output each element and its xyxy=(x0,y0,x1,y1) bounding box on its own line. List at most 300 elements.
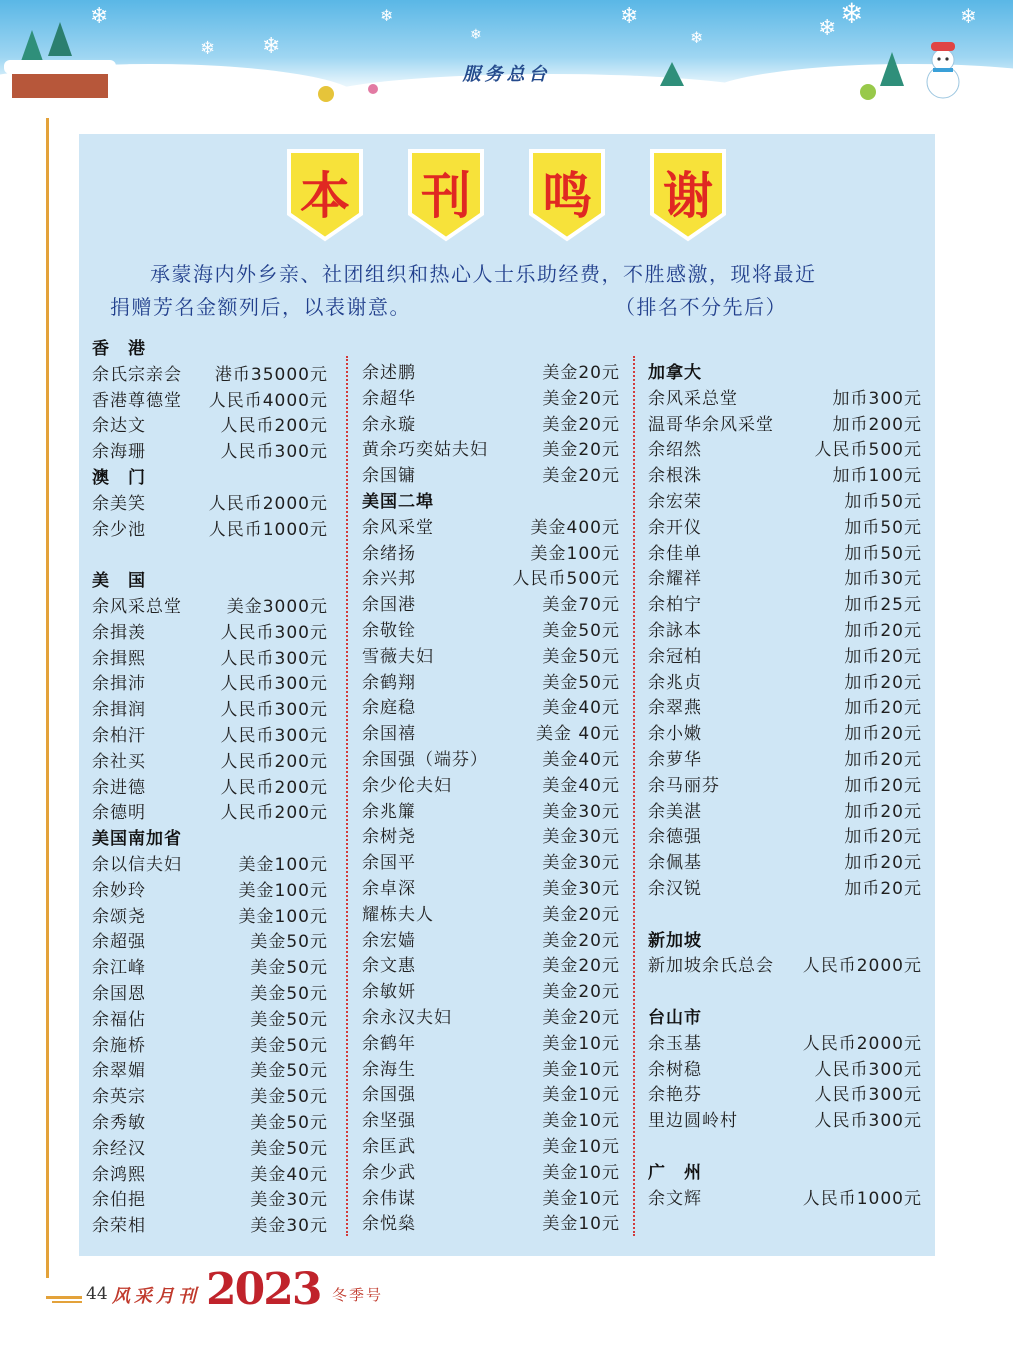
page-footer xyxy=(86,1264,486,1320)
donation-amount: 加币50元 xyxy=(844,543,922,564)
donor-name: 余海珊 xyxy=(92,442,146,463)
donor-row xyxy=(362,693,620,719)
donor-name: 余树尧 xyxy=(362,827,416,848)
donor-row xyxy=(92,1108,328,1134)
donor-name: 余翠燕 xyxy=(648,698,702,719)
donor-name: 余绍然 xyxy=(648,440,702,461)
donation-amount: 美金20元 xyxy=(542,363,620,383)
snowflake-icon: ❄ xyxy=(840,0,864,30)
donation-amount: 美金10元 xyxy=(542,1059,620,1080)
donor-name: 余江峰 xyxy=(92,958,146,979)
donor-name: 余佳单 xyxy=(648,543,702,564)
donor-row xyxy=(648,745,922,771)
donor-row xyxy=(92,386,328,412)
snowflake-icon: ❄ xyxy=(620,4,639,29)
donor-row xyxy=(648,719,922,745)
frame-line xyxy=(46,1296,82,1299)
donation-amount: 美金 40元 xyxy=(535,724,620,745)
donor-name: 余国强 xyxy=(362,1085,416,1106)
donor-row xyxy=(92,747,328,773)
donor-row xyxy=(648,539,922,565)
donor-row xyxy=(362,616,620,642)
donation-amount: 美金20元 xyxy=(542,904,620,925)
donation-amount: 美金40元 xyxy=(250,1164,328,1185)
donation-amount: 美金10元 xyxy=(542,1085,620,1106)
donor-row xyxy=(362,410,620,436)
donor-name: 余匡武 xyxy=(362,1137,416,1157)
donor-row xyxy=(648,564,922,590)
donor-row xyxy=(648,384,922,410)
donor-name: 余兆簾 xyxy=(362,801,416,822)
donor-name: 余海生 xyxy=(362,1059,416,1080)
donor-row xyxy=(92,1185,328,1211)
donor-name: 余永璇 xyxy=(362,414,416,435)
donor-row xyxy=(648,1184,922,1210)
donor-row xyxy=(362,1209,620,1235)
region-heading: 台山市 xyxy=(648,1008,702,1028)
donor-name: 余风采总堂 xyxy=(92,597,182,617)
ranking-note: （排名不分先后） xyxy=(615,295,787,319)
donation-amount: 美金30元 xyxy=(542,879,620,899)
donor-name: 余兆贞 xyxy=(648,672,702,693)
title-char: 本 xyxy=(300,167,350,225)
donation-amount: 美金50元 xyxy=(542,672,620,693)
donor-name: 余敏妍 xyxy=(362,982,416,1003)
donor-row xyxy=(92,1005,328,1031)
donation-amount: 美金10元 xyxy=(542,1137,620,1157)
donation-amount: 加币200元 xyxy=(832,414,922,435)
donation-amount: 人民币300元 xyxy=(220,726,328,746)
intro-text: 捐赠芳名金额列后，以表谢意。 xyxy=(110,295,411,319)
donation-amount: 加币50元 xyxy=(844,517,922,538)
donation-amount: 美金100元 xyxy=(238,855,328,875)
donor-name: 余美笑 xyxy=(92,493,146,514)
donor-row xyxy=(362,977,620,1003)
donor-row xyxy=(362,848,620,874)
donation-amount: 美金10元 xyxy=(542,1111,620,1132)
donor-row xyxy=(92,644,328,670)
donation-amount: 美金100元 xyxy=(530,543,620,564)
donation-amount: 人民币1000元 xyxy=(802,1188,922,1209)
donation-amount: 美金50元 xyxy=(542,621,620,641)
donation-amount: 美金10元 xyxy=(542,1033,620,1054)
donation-amount: 美金50元 xyxy=(250,1138,328,1159)
donor-name: 余少武 xyxy=(362,1162,416,1183)
title-badge xyxy=(407,148,485,242)
donor-row xyxy=(648,771,922,797)
donor-name: 耀栋夫人 xyxy=(362,904,434,925)
donation-amount: 美金10元 xyxy=(542,1188,620,1209)
donor-name: 余氏宗亲会 xyxy=(92,364,182,385)
donor-name: 余德明 xyxy=(92,803,146,824)
donor-row xyxy=(92,1031,328,1057)
column-divider xyxy=(633,356,635,1236)
snowflake-icon: ❄ xyxy=(960,4,977,28)
donor-row xyxy=(648,513,922,539)
donor-row xyxy=(648,693,922,719)
donor-row xyxy=(362,1029,620,1055)
donor-row xyxy=(648,487,922,513)
donor-row xyxy=(92,902,328,928)
donor-row xyxy=(362,1132,620,1158)
donor-row xyxy=(92,773,328,799)
donor-name: 余风采总堂 xyxy=(648,388,738,409)
donation-amount: 人民币500元 xyxy=(814,440,922,461)
donor-row xyxy=(92,489,328,515)
title-char: 谢 xyxy=(663,167,713,225)
donor-name: 余庭稳 xyxy=(362,698,416,719)
donor-row xyxy=(648,874,922,900)
donor-name: 余绪扬 xyxy=(362,543,416,564)
donor-row xyxy=(648,590,922,616)
donor-name: 余卓深 xyxy=(362,879,416,899)
donor-row xyxy=(362,435,620,461)
donor-row xyxy=(92,721,328,747)
donation-amount: 美金50元 xyxy=(250,932,328,953)
donor-row xyxy=(92,1056,328,1082)
donor-row xyxy=(92,669,328,695)
snowflake-icon: ❄ xyxy=(690,28,704,47)
donation-amount: 加币20元 xyxy=(844,672,922,693)
donor-name: 余进德 xyxy=(92,777,146,798)
donor-name: 余国港 xyxy=(362,595,416,616)
region-heading: 加拿大 xyxy=(648,363,702,383)
donor-row xyxy=(92,437,328,463)
donation-amount: 人民币200元 xyxy=(220,777,328,798)
donor-name: 余冠柏 xyxy=(648,646,702,667)
donor-row xyxy=(92,979,328,1005)
donation-amount: 美金100元 xyxy=(238,880,328,901)
ornament-ball xyxy=(860,84,876,100)
donor-row xyxy=(648,410,922,436)
donation-amount: 美金30元 xyxy=(250,1216,328,1237)
donation-amount: 美金20元 xyxy=(542,388,620,409)
header-banner xyxy=(0,0,1013,104)
donor-row xyxy=(362,874,620,900)
donor-name: 余揖羡 xyxy=(92,622,146,643)
donor-name: 余述鹏 xyxy=(362,363,416,383)
donor-name: 余玉基 xyxy=(648,1033,702,1054)
donor-name: 余鹤年 xyxy=(362,1033,416,1054)
donor-row xyxy=(362,590,620,616)
donation-amount: 人民币2000元 xyxy=(802,1033,922,1054)
donation-amount: 美金40元 xyxy=(542,750,620,770)
donor-row xyxy=(92,1160,328,1186)
donation-amount: 人民币300元 xyxy=(220,700,328,721)
donor-name: 雪薇夫妇 xyxy=(362,646,434,667)
donor-row xyxy=(648,1106,922,1132)
donation-amount: 加币100元 xyxy=(832,466,922,487)
donor-row xyxy=(92,592,328,618)
donor-name: 余悦燊 xyxy=(362,1214,416,1235)
donor-row xyxy=(92,927,328,953)
donor-name: 余开仪 xyxy=(648,517,702,538)
donation-amount: 美金20元 xyxy=(542,440,620,461)
donor-row xyxy=(92,876,328,902)
donor-name: 余文惠 xyxy=(362,956,416,977)
header-title: 服务总台 xyxy=(462,64,551,85)
donor-name: 黄余巧奕姑夫妇 xyxy=(362,440,488,461)
donor-row xyxy=(648,668,922,694)
donor-name: 余鸿熙 xyxy=(92,1164,146,1185)
donor-name: 余柏汗 xyxy=(92,726,146,746)
donor-row xyxy=(92,411,328,437)
title-badge xyxy=(649,148,727,242)
magazine-name: 风采月刊 xyxy=(112,1286,200,1307)
title-badge xyxy=(286,148,364,242)
donor-row xyxy=(362,745,620,771)
region-heading: 美国二埠 xyxy=(362,492,434,512)
donor-row xyxy=(362,900,620,926)
region-heading: 澳 门 xyxy=(92,468,146,488)
donor-name: 余颂尧 xyxy=(92,906,146,927)
donor-row xyxy=(362,771,620,797)
donation-amount: 人民币200元 xyxy=(220,803,328,824)
donor-name: 余国恩 xyxy=(92,984,146,1004)
donation-amount: 加币25元 xyxy=(844,595,922,616)
donor-row xyxy=(648,435,922,461)
donor-name: 余兴邦 xyxy=(362,569,416,590)
region-heading: 广 州 xyxy=(648,1162,702,1183)
tree-icon xyxy=(20,30,44,64)
donation-amount: 人民币300元 xyxy=(220,648,328,669)
donor-row xyxy=(362,1055,620,1081)
donor-name: 余佩基 xyxy=(648,853,702,874)
donor-name: 余树稳 xyxy=(648,1059,702,1080)
donation-amount: 美金70元 xyxy=(542,595,620,616)
donor-name: 余伯挹 xyxy=(92,1190,146,1211)
donor-name: 余国禧 xyxy=(362,724,416,745)
donor-row xyxy=(362,358,620,384)
donor-row xyxy=(362,951,620,977)
donor-name: 余柏宁 xyxy=(648,595,702,616)
donor-name: 余揖沛 xyxy=(92,674,146,695)
donation-amount: 人民币4000元 xyxy=(208,390,328,411)
donation-amount: 加币20元 xyxy=(844,724,922,745)
donor-row xyxy=(92,850,328,876)
donation-amount: 加币50元 xyxy=(844,492,922,512)
donor-name: 余揖熙 xyxy=(92,648,146,669)
donor-row xyxy=(362,1158,620,1184)
donor-row xyxy=(92,798,328,824)
donor-row xyxy=(92,953,328,979)
donor-name: 里边圆岭村 xyxy=(648,1111,738,1132)
donation-amount: 人民币300元 xyxy=(220,442,328,463)
donor-name: 余汉锐 xyxy=(648,879,702,899)
donor-name: 余妙玲 xyxy=(92,880,146,901)
donation-amount: 人民币500元 xyxy=(512,569,620,590)
donation-amount: 美金3000元 xyxy=(226,597,328,617)
donation-amount: 美金50元 xyxy=(250,1035,328,1056)
donation-amount: 美金40元 xyxy=(542,698,620,719)
region-heading: 美国南加省 xyxy=(92,829,182,850)
donation-amount: 美金50元 xyxy=(542,646,620,667)
region-heading: 美 国 xyxy=(92,571,146,592)
donor-name: 余少伦夫妇 xyxy=(362,775,452,796)
donation-amount: 美金50元 xyxy=(250,958,328,979)
donation-amount: 美金50元 xyxy=(250,984,328,1004)
frame-line xyxy=(46,118,49,1278)
snowflake-icon: ❄ xyxy=(818,16,837,41)
donor-row xyxy=(92,1211,328,1237)
donor-row xyxy=(92,360,328,386)
tree-icon xyxy=(48,22,72,56)
donor-name: 余少池 xyxy=(92,519,146,540)
donor-name: 温哥华余风采堂 xyxy=(648,414,774,435)
donor-name: 余荣相 xyxy=(92,1216,146,1237)
donor-row xyxy=(362,513,620,539)
snowflake-icon: ❄ xyxy=(380,6,394,25)
donor-row xyxy=(92,695,328,721)
donation-amount: 美金20元 xyxy=(542,466,620,487)
donation-amount: 美金20元 xyxy=(542,414,620,435)
donor-name: 余德强 xyxy=(648,827,702,848)
donor-name: 余萝华 xyxy=(648,750,702,770)
donor-name: 余鹤翔 xyxy=(362,672,416,693)
donor-row xyxy=(92,618,328,644)
donation-amount: 美金30元 xyxy=(250,1190,328,1211)
donation-amount: 人民币300元 xyxy=(220,622,328,643)
donor-name: 余国强（端芬） xyxy=(362,750,488,770)
donor-name: 余超华 xyxy=(362,388,416,409)
donation-amount: 人民币300元 xyxy=(220,674,328,695)
donor-name: 余艳芬 xyxy=(648,1085,702,1106)
donation-amount: 加币20元 xyxy=(844,698,922,719)
donor-name: 余社买 xyxy=(92,751,146,772)
donor-row xyxy=(648,616,922,642)
donor-name: 余秀敏 xyxy=(92,1113,146,1133)
issue-year: 2023 xyxy=(206,1264,321,1315)
column-divider xyxy=(346,356,348,1236)
donor-row xyxy=(92,1082,328,1108)
donation-amount: 人民币1000元 xyxy=(208,519,328,540)
donation-amount: 人民币200元 xyxy=(220,751,328,772)
donor-row xyxy=(648,797,922,823)
donor-row xyxy=(362,1003,620,1029)
donor-name: 余揖润 xyxy=(92,700,146,721)
donor-name: 余风采堂 xyxy=(362,517,434,538)
donor-name: 余翠媚 xyxy=(92,1061,146,1082)
donation-amount: 加币20元 xyxy=(844,750,922,770)
donor-name: 余根洙 xyxy=(648,466,702,487)
donation-amount: 美金40元 xyxy=(542,775,620,796)
donor-name: 余福佔 xyxy=(92,1009,146,1030)
donor-name: 余伟谋 xyxy=(362,1188,416,1209)
donor-row xyxy=(648,848,922,874)
donor-row xyxy=(648,642,922,668)
donation-amount: 人民币300元 xyxy=(814,1059,922,1080)
snowflake-icon: ❄ xyxy=(470,27,482,43)
donation-amount: 加币20元 xyxy=(844,621,922,641)
donor-name: 余敬铨 xyxy=(362,621,416,641)
donor-name: 余国平 xyxy=(362,853,416,874)
donation-amount: 加币30元 xyxy=(844,569,922,590)
donor-name: 余文辉 xyxy=(648,1188,702,1209)
donation-amount: 美金20元 xyxy=(542,1008,620,1028)
donation-amount: 美金20元 xyxy=(542,982,620,1003)
donation-amount: 美金30元 xyxy=(542,853,620,874)
donation-amount: 人民币200元 xyxy=(220,416,328,437)
donation-amount: 美金30元 xyxy=(542,827,620,848)
donation-amount: 人民币300元 xyxy=(814,1111,922,1132)
donor-name: 余经汉 xyxy=(92,1138,146,1159)
title-badge xyxy=(528,148,606,242)
donation-amount: 人民币2000元 xyxy=(802,956,922,977)
donation-amount: 加币300元 xyxy=(832,388,922,409)
donor-row xyxy=(92,515,328,541)
donor-name: 余达文 xyxy=(92,416,146,437)
donor-row xyxy=(648,461,922,487)
region-heading: 新加坡 xyxy=(648,930,702,951)
donor-name: 余国镛 xyxy=(362,466,416,487)
donation-amount: 美金30元 xyxy=(542,801,620,822)
donation-amount: 美金50元 xyxy=(250,1009,328,1030)
donation-amount: 加币20元 xyxy=(844,827,922,848)
donation-amount: 美金100元 xyxy=(238,906,328,927)
donation-amount: 美金10元 xyxy=(542,1162,620,1183)
donor-name: 香港尊德堂 xyxy=(92,390,182,411)
donor-row xyxy=(362,719,620,745)
donor-row xyxy=(648,951,922,977)
donor-row xyxy=(92,1134,328,1160)
donor-name: 余詠本 xyxy=(648,621,702,641)
ornament-ball xyxy=(318,86,334,102)
donor-name: 余永汉夫妇 xyxy=(362,1008,452,1028)
donor-row xyxy=(362,642,620,668)
issue-season: 冬季号 xyxy=(332,1286,384,1304)
donor-row xyxy=(362,1184,620,1210)
frame-line xyxy=(52,1301,82,1303)
donation-amount: 人民币300元 xyxy=(814,1085,922,1106)
donation-amount: 加币20元 xyxy=(844,775,922,796)
donor-row xyxy=(362,1080,620,1106)
donor-row xyxy=(648,822,922,848)
donation-amount: 加币20元 xyxy=(844,879,922,899)
donor-name: 余马丽芬 xyxy=(648,775,720,796)
donor-name: 余小嫩 xyxy=(648,724,702,745)
donor-name: 余耀祥 xyxy=(648,569,702,590)
donation-amount: 美金400元 xyxy=(530,517,620,538)
donor-row xyxy=(362,668,620,694)
donor-row xyxy=(648,1080,922,1106)
donation-amount: 港币35000元 xyxy=(214,364,328,385)
intro-text: 承蒙海内外乡亲、社团组织和热心人士乐助经费，不胜感激，现将最近 xyxy=(150,262,817,286)
donation-amount: 加币20元 xyxy=(844,646,922,667)
donor-row xyxy=(362,539,620,565)
donor-name: 新加坡余氏总会 xyxy=(648,956,774,977)
donor-row xyxy=(648,1055,922,1081)
donor-name: 余美湛 xyxy=(648,801,702,822)
page-number: 44 xyxy=(86,1284,108,1304)
donor-name: 余以信夫妇 xyxy=(92,855,182,875)
donor-name: 余施桥 xyxy=(92,1035,146,1056)
snowflake-icon: ❄ xyxy=(90,4,109,29)
donor-row xyxy=(362,797,620,823)
donation-amount: 美金10元 xyxy=(542,1214,620,1235)
donor-name: 余坚强 xyxy=(362,1111,416,1132)
donation-amount: 美金50元 xyxy=(250,1061,328,1082)
donation-amount: 美金50元 xyxy=(250,1087,328,1108)
donor-name: 余超强 xyxy=(92,932,146,953)
donation-amount: 美金20元 xyxy=(542,956,620,977)
donor-name: 余英宗 xyxy=(92,1087,146,1108)
donor-name: 余宏嫱 xyxy=(362,930,416,951)
region-heading: 香 港 xyxy=(92,339,146,359)
donor-name: 余宏荣 xyxy=(648,492,702,512)
title-char: 鸣 xyxy=(542,167,592,225)
snowflake-icon: ❄ xyxy=(200,38,216,59)
donation-amount: 美金50元 xyxy=(250,1113,328,1133)
